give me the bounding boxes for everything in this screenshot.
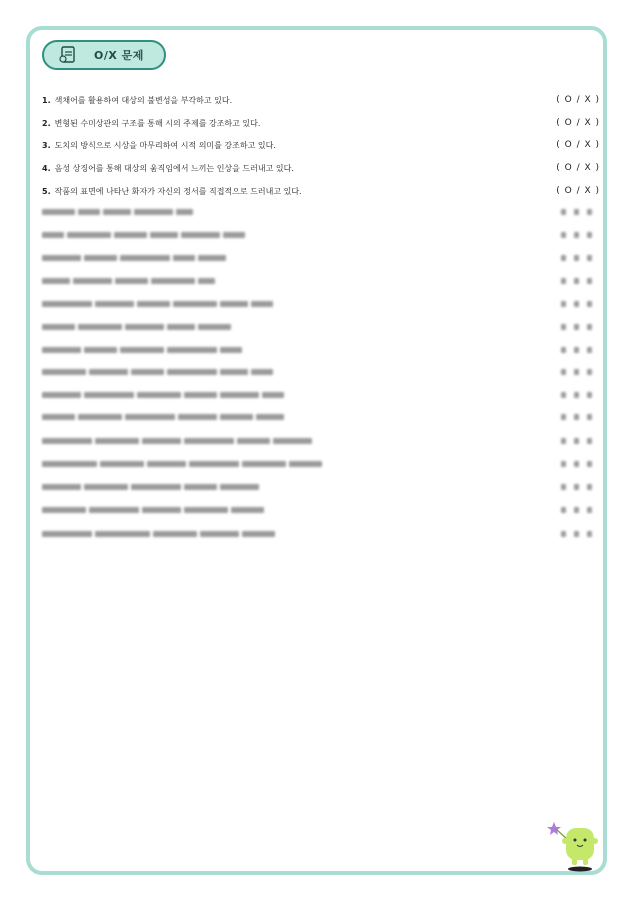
blurred-question-row: [42, 319, 600, 335]
blurred-question-text: [42, 414, 287, 420]
blurred-ox-choice: [561, 278, 600, 284]
blurred-question-row: [42, 387, 600, 403]
section-badge: [42, 40, 166, 70]
question-number: 5.: [42, 186, 51, 196]
blurred-ox-choice: [561, 414, 600, 420]
mascot-illustration: [546, 816, 602, 872]
blurred-question-text: [42, 392, 287, 398]
blurred-question-row: [42, 409, 600, 425]
blurred-ox-choice: [561, 507, 600, 513]
blurred-ox-choice: [561, 461, 600, 467]
blurred-question-text: [42, 484, 262, 490]
ox-choice[interactable]: ( O / X ): [556, 163, 600, 173]
blurred-question-text: [42, 438, 315, 444]
blurred-question-row: [42, 273, 600, 289]
blurred-question-text: [42, 278, 218, 284]
blurred-question-text: [42, 461, 325, 467]
blurred-question-text: [42, 531, 278, 537]
blurred-ox-choice: [561, 255, 600, 261]
ox-choice[interactable]: ( O / X ): [556, 118, 600, 128]
blurred-ox-choice: [561, 392, 600, 398]
blurred-question-row: [42, 342, 600, 358]
page-frame: [26, 26, 607, 875]
blurred-ox-choice: [561, 531, 600, 537]
blurred-question-row: [42, 227, 600, 243]
blurred-question-row: [42, 250, 600, 266]
ox-choice[interactable]: ( O / X ): [556, 95, 600, 105]
blurred-ox-choice: [561, 301, 600, 307]
blurred-question-text: [42, 347, 245, 353]
blurred-question-text: [42, 209, 196, 215]
ox-choice[interactable]: ( O / X ): [556, 186, 600, 196]
question-text: 도치의 방식으로 시상을 마무리하여 시적 의미를 강조하고 있다.: [54, 140, 276, 150]
question-row: [42, 115, 600, 131]
section-title: O/X 문제: [94, 49, 144, 62]
blurred-ox-choice: [561, 324, 600, 330]
question-row: [42, 160, 600, 176]
question-number: 2.: [42, 118, 51, 128]
blurred-question-row: [42, 456, 600, 472]
blurred-question-row: [42, 479, 600, 495]
question-row: [42, 92, 600, 108]
question-text: 색채어를 활용하여 대상의 불변성을 부각하고 있다.: [54, 95, 233, 105]
blurred-question-row: [42, 502, 600, 518]
question-number: 1.: [42, 95, 51, 105]
question-number: 4.: [42, 163, 51, 173]
blurred-question-text: [42, 324, 234, 330]
blurred-question-row: [42, 433, 600, 449]
blurred-question-text: [42, 232, 248, 238]
blurred-question-row: [42, 204, 600, 220]
blurred-ox-choice: [561, 438, 600, 444]
question-row: [42, 183, 600, 199]
blurred-ox-choice: [561, 347, 600, 353]
question-text: 작품의 표면에 나타난 화자가 자신의 정서를 직접적으로 드러내고 있다.: [54, 186, 302, 196]
blurred-ox-choice: [561, 484, 600, 490]
question-row: [42, 137, 600, 153]
blurred-question-text: [42, 507, 267, 513]
question-text: 변형된 수미상관의 구조를 통해 시의 주제를 강조하고 있다.: [54, 118, 261, 128]
blurred-question-row: [42, 364, 600, 380]
question-number: 3.: [42, 140, 51, 150]
ox-choice[interactable]: ( O / X ): [556, 140, 600, 150]
blurred-ox-choice: [561, 232, 600, 238]
document-pen-icon: [58, 44, 80, 66]
blurred-ox-choice: [561, 209, 600, 215]
question-text: 음성 상징어를 통해 대상의 움직임에서 느끼는 인상을 드러내고 있다.: [54, 163, 294, 173]
blurred-question-row: [42, 526, 600, 542]
blurred-question-row: [42, 296, 600, 312]
blurred-question-text: [42, 255, 229, 261]
blurred-ox-choice: [561, 369, 600, 375]
blurred-question-text: [42, 369, 276, 375]
blurred-question-text: [42, 301, 276, 307]
